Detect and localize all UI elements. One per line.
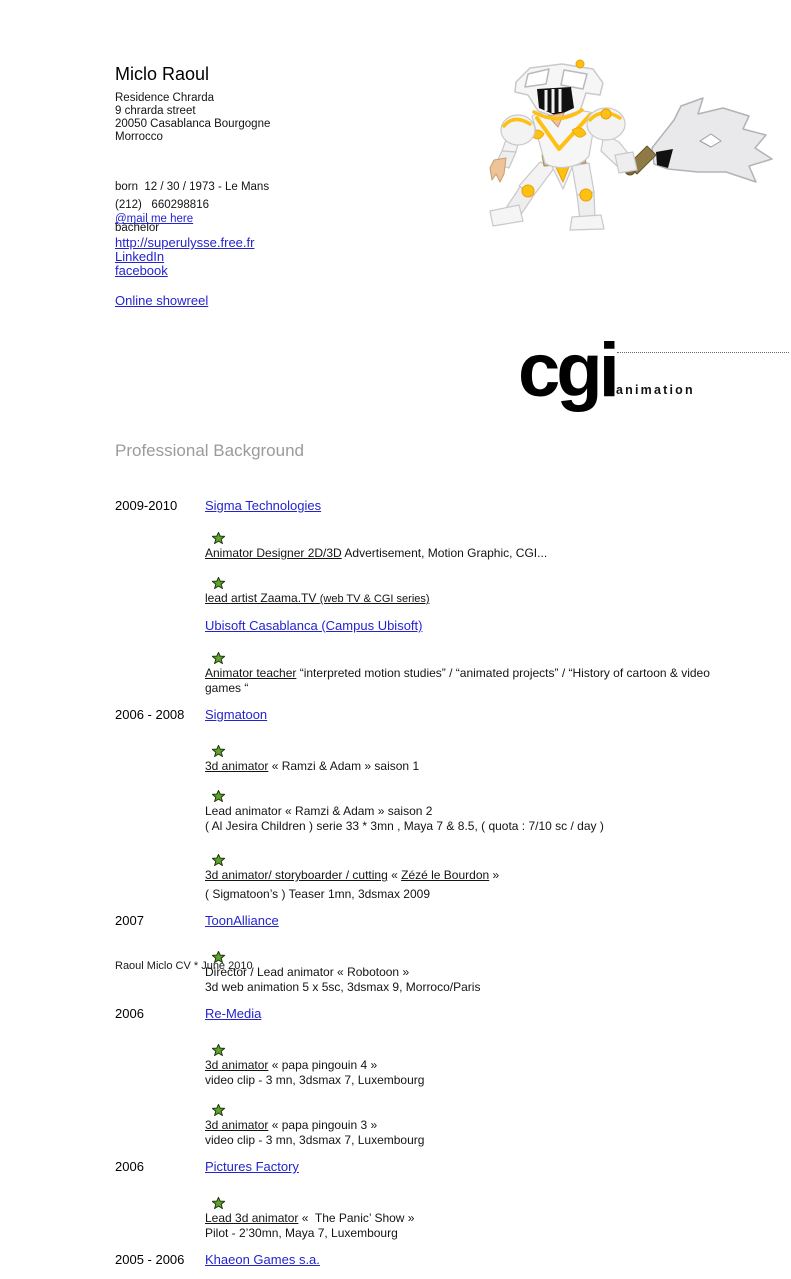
role-line: [205, 729, 710, 774]
company-link[interactable]: Re-Media: [205, 1006, 262, 1021]
role-line: [205, 516, 710, 561]
entry-date: 2007: [115, 913, 144, 928]
text-segment: (web TV & CGI series): [319, 593, 430, 605]
logo-animation-label: animation: [616, 383, 695, 397]
text-segment: “interpreted motion studies” / “animated projects” / “History of cartoon & video games “: [205, 666, 714, 695]
role-line: [205, 774, 710, 819]
text-segment: Pilot - 2’30mn, Maya 7, Luxembourg: [205, 1226, 398, 1240]
text-segment: video clip - 3 mn, 3dsmax 7, Luxembourg: [205, 1073, 425, 1087]
star-icon: [212, 1197, 225, 1209]
company-block: [205, 912, 710, 995]
role-line: [205, 1028, 710, 1073]
showreel-link[interactable]: Online showreel: [115, 293, 209, 308]
section-title: Professional Background: [115, 441, 305, 460]
web-links: [115, 236, 254, 279]
detail-line: [205, 1133, 710, 1148]
entry-content: [205, 706, 710, 902]
text-segment: Lead animator « Ramzi & Adam » saison 2: [205, 804, 433, 818]
detail-line: [205, 1226, 710, 1241]
role-line: [205, 935, 710, 980]
text-segment: Animator teacher: [205, 666, 297, 680]
entry-date: 2006: [115, 1006, 144, 1021]
text-segment: « papa pingouin 4 »: [268, 1058, 378, 1072]
company-link[interactable]: Sigmatoon: [205, 707, 268, 722]
text-segment: »: [489, 868, 500, 882]
facebook-link[interactable]: facebook: [115, 263, 168, 279]
entry-content: [205, 497, 714, 696]
company-block: [205, 617, 714, 696]
role-line: [205, 1088, 710, 1133]
entry-content: [205, 1005, 710, 1148]
professional-background-section: [115, 441, 791, 1279]
experience-entry: [115, 1251, 791, 1269]
company-block: [205, 1005, 710, 1148]
star-icon: [212, 1104, 225, 1116]
website-link[interactable]: http://superulysse.free.fr: [115, 235, 255, 250]
experience-entry: [115, 497, 791, 696]
star-icon: [212, 1044, 225, 1056]
mail-link[interactable]: @mail me here: [115, 213, 194, 225]
text-segment: Animator Designer 2D/3D: [205, 546, 342, 560]
entry-date: 2009-2010: [115, 498, 178, 513]
birth-line: born 12 / 30 / 1973 - Le Mans: [115, 181, 270, 193]
detail-line: [205, 980, 710, 995]
star-icon: [212, 745, 225, 757]
address-line: 20050 Casablanca Bourgogne: [115, 118, 271, 130]
text-segment: Director / Lead animator « Robotoon »: [205, 965, 410, 979]
address-line: Residence Chrarda: [115, 92, 215, 104]
text-segment: ( Sigmatoon’s ) Teaser 1mn, 3dsmax 2009: [205, 887, 431, 901]
experience-entry: [115, 1005, 791, 1148]
address-line: 9 chrarda street: [115, 105, 196, 117]
star-icon: [212, 532, 225, 544]
text-segment: «: [387, 868, 402, 882]
company-link[interactable]: Sigma Technologies: [205, 498, 322, 513]
entry-content: [205, 1158, 710, 1241]
entry-date: 2006 - 2008: [115, 707, 185, 722]
text-segment: Lead 3d animator: [205, 1211, 299, 1225]
text-segment: 3d animator/ storyboarder / cutting: [205, 868, 388, 882]
star-icon: [212, 854, 225, 866]
footer-note: Raoul Miclo CV * June 2010: [115, 960, 253, 972]
text-segment: ( Al Jesira Children ) serie 33 * 3mn , Maya 7 & 8.5, ( quota : 7/10 sc / day ): [205, 819, 604, 833]
text-segment: 3d animator: [205, 759, 269, 773]
entry-content: [205, 912, 710, 995]
text-segment: 3d animator: [205, 1058, 269, 1072]
detail-line: [205, 1073, 710, 1088]
address-block: [115, 92, 270, 144]
logo-dotted-line: [617, 352, 789, 353]
detail-line: [205, 887, 710, 902]
text-segment: video clip - 3 mn, 3dsmax 7, Luxembourg: [205, 1133, 425, 1147]
linkedin-link[interactable]: LinkedIn: [115, 249, 165, 265]
company-block: [205, 1251, 710, 1269]
text-segment: 3d web animation 5 x 5sc, 3dsmax 9, Morroco/Paris: [205, 980, 481, 994]
company-block: [205, 706, 710, 902]
text-segment: « The Panic’ Show »: [298, 1211, 415, 1225]
company-link[interactable]: Pictures Factory: [205, 1159, 299, 1174]
experience-list: [115, 497, 791, 1269]
experience-entry: [115, 912, 791, 995]
role-line: [205, 1181, 710, 1226]
entry-date: 2006: [115, 1159, 144, 1174]
company-block: [205, 497, 710, 607]
entry-content: [205, 1251, 710, 1269]
experience-entry: [115, 706, 791, 902]
text-segment: lead artist Zaama.TV: [205, 591, 320, 605]
company-block: [205, 1158, 710, 1241]
experience-entry: [115, 1158, 791, 1241]
entry-date: 2005 - 2006: [115, 1252, 185, 1267]
role-line: [205, 838, 710, 883]
person-name: Miclo Raoul: [115, 64, 210, 84]
text-segment: « papa pingouin 3 »: [268, 1118, 378, 1132]
text-segment: Advertisement, Motion Graphic, CGI...: [341, 546, 548, 560]
text-segment: « Ramzi & Adam » saison 1: [268, 759, 420, 773]
company-link[interactable]: Ubisoft Casablanca (Campus Ubisoft): [205, 618, 423, 633]
detail-line: [205, 819, 710, 834]
company-link[interactable]: ToonAlliance: [205, 913, 279, 928]
cgi-logo: cgi: [518, 328, 616, 413]
text-segment: 3d animator: [205, 1118, 269, 1132]
education-line: bachelor: [115, 221, 160, 234]
company-link[interactable]: Khaeon Games s.a.: [205, 1252, 320, 1267]
star-icon: [212, 790, 225, 802]
sword-icon: [652, 98, 772, 182]
phone-number: (212) 660298816: [115, 199, 209, 211]
role-line: [205, 636, 714, 696]
knight-character-illustration: [460, 56, 790, 231]
role-line: [205, 561, 710, 607]
text-segment: Zézé le Bourdon: [401, 868, 490, 882]
star-icon: [212, 652, 225, 664]
star-icon: [212, 577, 225, 589]
address-line: Morrocco: [115, 131, 163, 143]
